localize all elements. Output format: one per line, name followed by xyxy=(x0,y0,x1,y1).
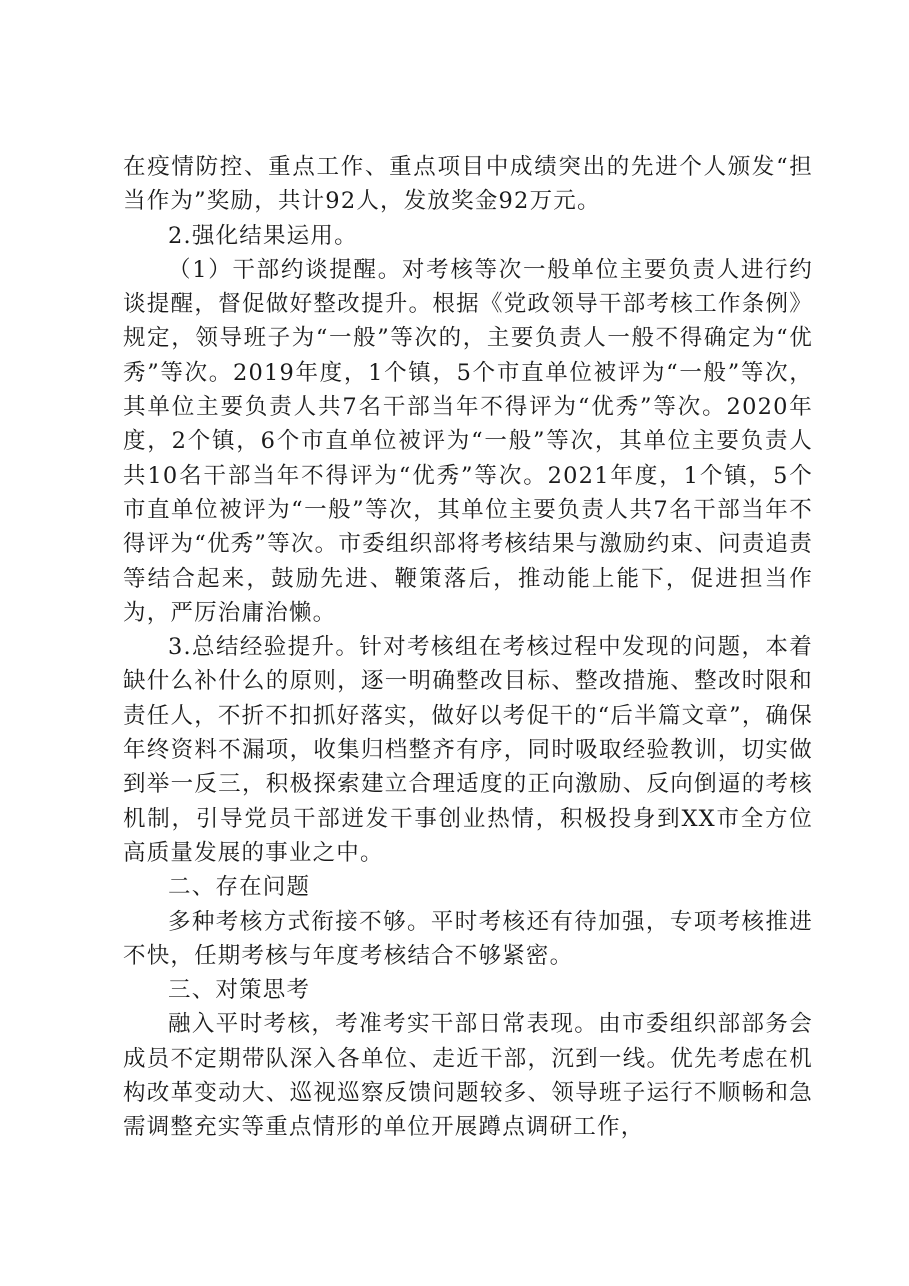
section-heading-strengthen-results: 2.强化结果运用。 xyxy=(168,222,358,249)
paragraph-summarize-experience: 3.总结经验提升。针对考核组在考核过程中发现的问题，本着缺什么补什么的原则，逐一明确整改目标、整改措施、整改时限和责任人，不折不扣抓好落实，做好以考促干的“后半篇文章”，确保年终资料不漏项，收集归档整齐有序，同时吸取经验教训，切实做到举一反三，积极探索建立合理适度的正向激励、反向倒逼的考核机制，引导党员干部迸发干事创业热情，积极投身到XX市全方位高质量发展的事业之中。 xyxy=(123,634,813,866)
document-body xyxy=(123,150,813,1145)
paragraph-continuation: 在疫情防控、重点工作、重点项目中成绩突出的先进个人颁发“担当作为”奖励，共计92人，发放奖金92万元。 xyxy=(123,154,813,215)
paragraph-cadre-interview: （1）干部约谈提醒。对考核等次一般单位主要负责人进行约谈提醒，督促做好整改提升。根据《党政领导干部考核工作条例》规定，领导班子为“一般”等次的，主要负责人一般不得确定为“优秀”等次。2019年度，1个镇，5个市直单位被评为“一般”等次，其单位主要负责人共7名干部当年不得评为“优秀”等次。2020年度，2个镇，6个市直单位被评为“一般”等次，其单位主要负责人共10名干部当年不得评为“优秀”等次。2021年度，1个镇，5个市直单位被评为“一般”等次，其单位主要负责人共7名干部当年不得评为“优秀”等次。市委组织部将考核结果与激励约束、问责追责等结合起来，鼓励先进、鞭策落后，推动能上能下，促进担当作为，严厉治庸治懒。 xyxy=(123,256,813,626)
section-heading-existing-problems: 二、存在问题 xyxy=(168,874,311,901)
paragraph-problems: 多种考核方式衔接不够。平时考核还有待加强，专项考核推进不快，任期考核与年度考核结合不够紧密。 xyxy=(123,908,813,969)
paragraph-countermeasures: 融入平时考核，考准考实干部日常表现。由市委组织部部务会成员不定期带队深入各单位、走近干部，沉到一线。优先考虑在机构改革变动大、巡视巡察反馈问题较多、领导班子运行不顺畅和急需调整充实等重点情形的单位开展蹲点调研工作， xyxy=(123,1011,813,1141)
section-heading-countermeasures: 三、对策思考 xyxy=(168,977,311,1004)
